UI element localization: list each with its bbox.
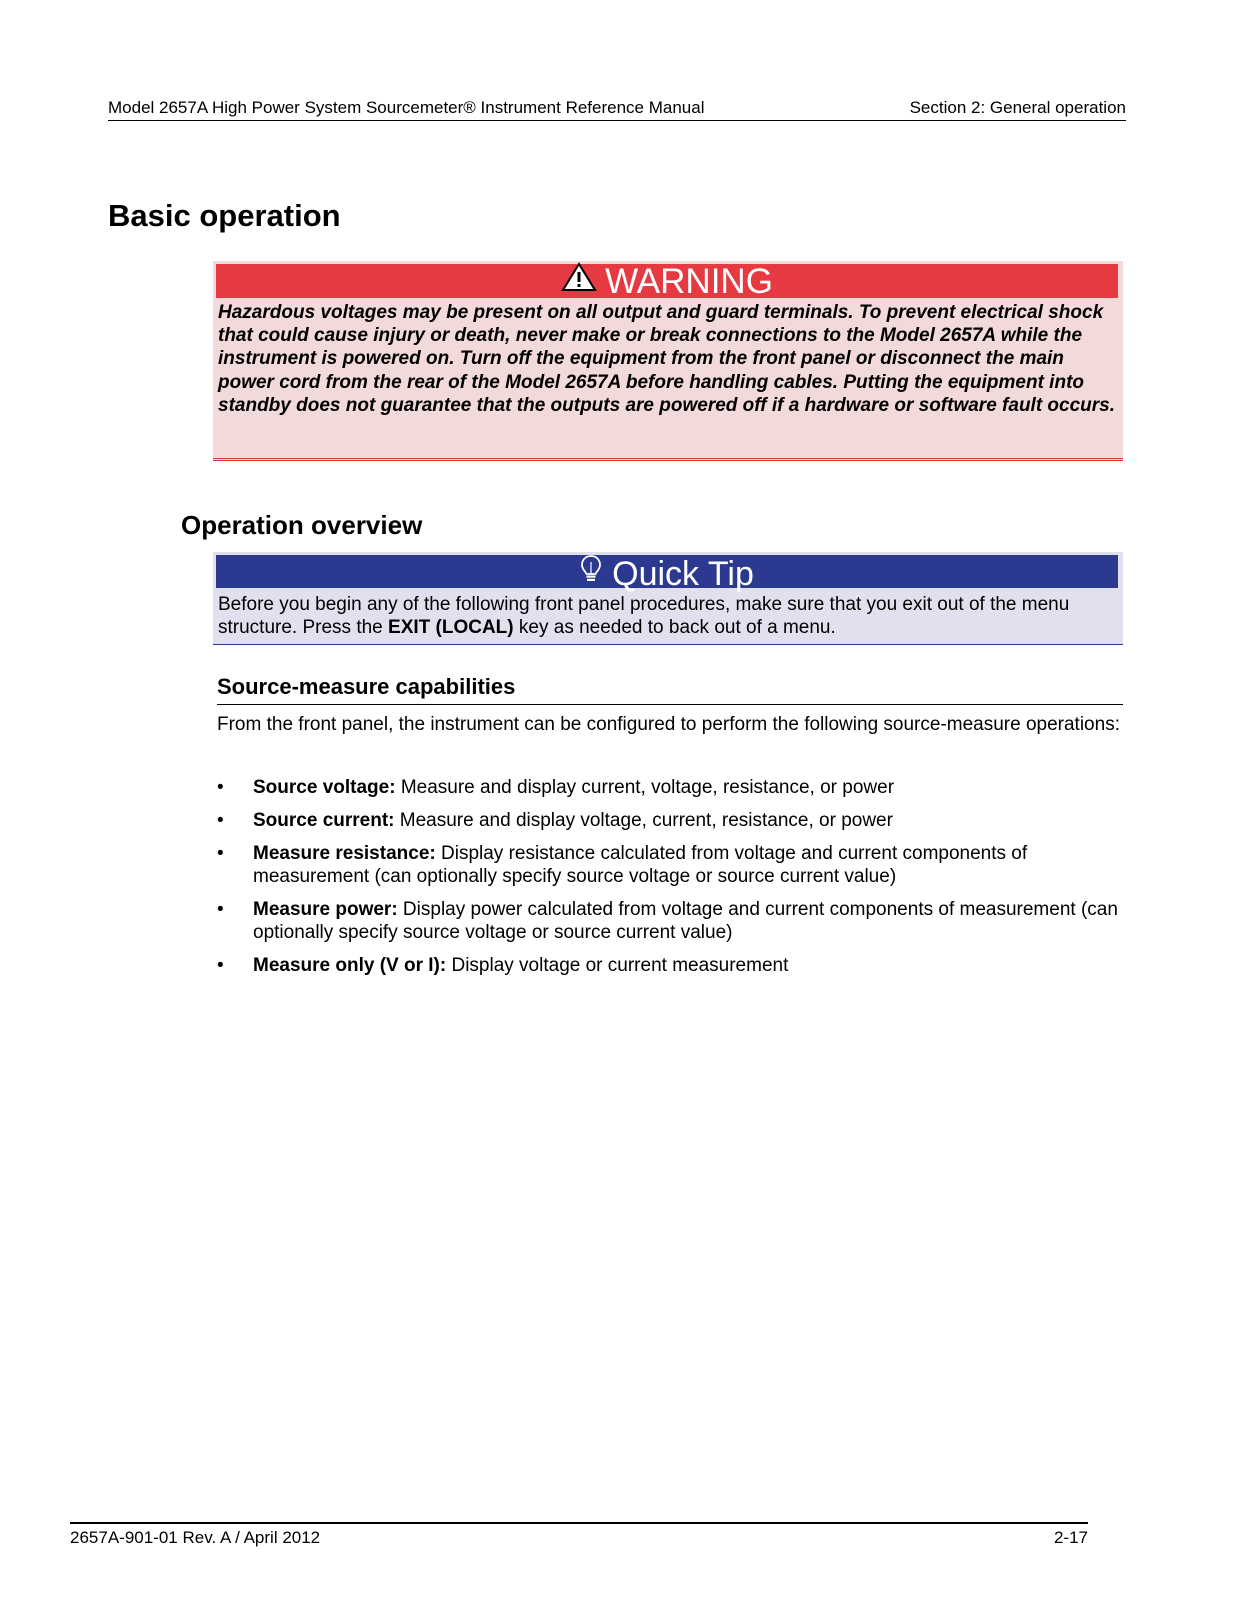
quick-tip-bar xyxy=(216,555,1118,593)
capabilities-heading: Source-measure capabilities xyxy=(217,674,1123,705)
bullet: • xyxy=(217,843,224,864)
page-footer xyxy=(70,1522,1088,1548)
quick-tip-label: Quick Tip xyxy=(612,555,754,593)
page-header xyxy=(108,98,1126,121)
list-item-term: Source voltage: xyxy=(253,777,396,798)
list-item-source-current xyxy=(217,809,1123,832)
list-item-term: Source current: xyxy=(253,810,395,831)
operation-overview-heading: Operation overview xyxy=(181,510,423,540)
list-item-desc: Display power calculated from voltage and current components of measurement (can optionally specify source voltage or source current value) xyxy=(253,899,1118,943)
list-item-measure-resistance xyxy=(217,842,1123,888)
warning-box xyxy=(213,261,1123,461)
basic-operation-heading: Basic operation xyxy=(108,198,341,233)
list-item-desc: Display resistance calculated from voltage and current components of measurement (can optionally specify source voltage or source current value) xyxy=(253,843,1028,887)
quick-tip-text xyxy=(218,593,1118,639)
doc-number: 2657A-901-01 Rev. A / April 2012 xyxy=(70,1528,321,1547)
list-item-measure-only xyxy=(217,954,1123,977)
capabilities-intro: From the front panel, the instrument can be configured to perform the following source-measure operations: xyxy=(217,714,1120,735)
list-item-desc: Measure and display current, voltage, resistance, or power xyxy=(395,777,895,798)
warning-bar xyxy=(216,262,1118,301)
list-item-term: Measure only (V or I): xyxy=(253,955,447,976)
quick-tip-text-before: Before you begin any of the following front panel procedures, make sure that you exit out of the menu structure. Press the xyxy=(218,594,1070,638)
bullet: • xyxy=(217,955,224,976)
capabilities-list xyxy=(217,776,1123,987)
bullet: • xyxy=(217,899,224,920)
page-number: 2-17 xyxy=(1053,1528,1088,1547)
manual-title: Model 2657A High Power System Sourcemeter® Instrument Reference Manual xyxy=(108,98,705,117)
warning-text: Hazardous voltages may be present on all output and guard terminals. To prevent electrical shock that could cause injury or death, never make or break connections to the Model 2657A while the instrument is powered on. Turn off the equipment from the front panel or disconnect the main power cord from the rear of the Model 2657A before handling cables. Putting the equipment into standby does not guarantee that the outputs are powered off if a hardware or software fault occurs. xyxy=(218,302,1116,416)
list-item-source-voltage xyxy=(217,776,1123,799)
warning-triangle-icon xyxy=(561,262,597,299)
list-item-desc: Measure and display voltage, current, resistance, or power xyxy=(394,810,893,831)
list-item-term: Measure power: xyxy=(253,899,398,920)
list-item-desc: Display voltage or current measurement xyxy=(446,955,789,976)
bullet: • xyxy=(217,777,224,798)
quick-tip-text-after: key as needed to back out of a menu. xyxy=(513,617,836,638)
list-item-measure-power xyxy=(217,898,1123,944)
bullet: • xyxy=(217,810,224,831)
warning-label: WARNING xyxy=(605,262,773,301)
exit-local-key: EXIT (LOCAL) xyxy=(388,617,514,638)
section-title: Section 2: General operation xyxy=(909,98,1126,117)
quick-tip-box xyxy=(213,552,1123,645)
list-item-term: Measure resistance: xyxy=(253,843,436,864)
lightbulb-icon xyxy=(580,554,602,592)
